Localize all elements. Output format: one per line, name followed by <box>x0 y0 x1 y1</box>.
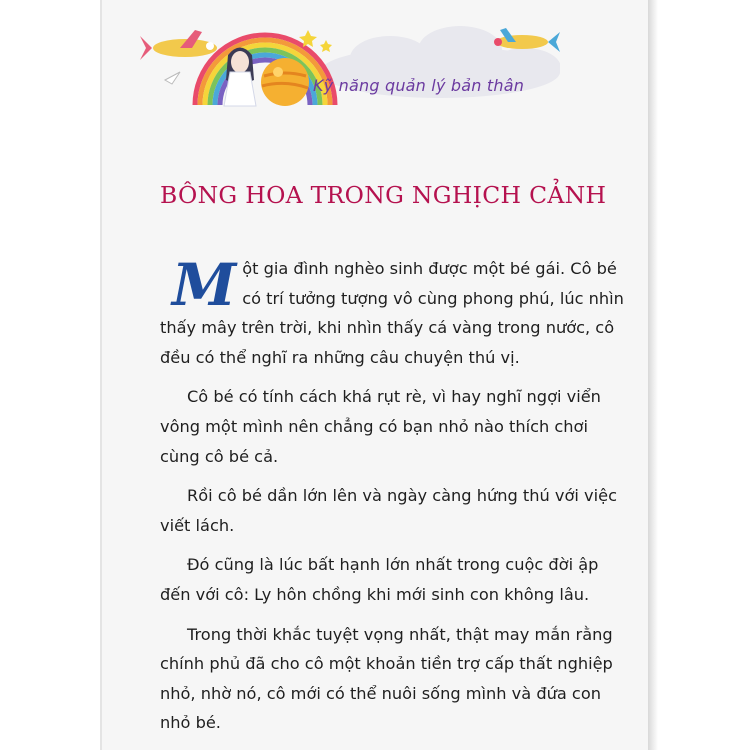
paragraph-3: Rồi cô bé dần lớn lên và ngày càng hứng thú với việc viết lách. <box>160 486 617 535</box>
girl-illustration <box>224 48 256 107</box>
header-illustration <box>140 10 560 110</box>
paper-plane-illustration <box>165 72 180 84</box>
planet-illustration <box>261 58 309 106</box>
paragraph-1-text: ột gia đình nghèo sinh được một bé gái. Cô bé có trí tưởng tượng vô cùng phong phú, lúc nhìn thấy mây trên trời, khi nhìn thấy cá vàng trong nước, cô đều có thể nghĩ ra những câu chuyện thú vị. <box>160 259 624 367</box>
chapter-title: BÔNG HOA TRONG NGHỊCH CẢNH <box>160 181 607 209</box>
paragraph-4: Đó cũng là lúc bất hạnh lớn nhất trong cuộc đời ập đến với cô: Ly hôn chồng khi mới sinh con không lâu. <box>160 555 599 604</box>
paragraph-2: Cô bé có tính cách khá rụt rè, vì hay nghĩ ngợi viển vông một mình nên chẳng có bạn nhỏ nào thích chơi cùng cô bé cả. <box>160 387 601 466</box>
paragraph-1 <box>160 251 628 372</box>
drop-cap: M <box>172 251 237 319</box>
series-label: Kỹ năng quản lý bản thân <box>313 76 525 95</box>
page-gutter-shadow <box>648 0 658 750</box>
body-text <box>160 251 628 748</box>
airplane-left-illustration <box>140 30 217 60</box>
paragraph-5: Trong thời khắc tuyệt vọng nhất, thật may mắn rằng chính phủ đã cho cô một khoản tiền trợ cấp thất nghiệp nhỏ, nhờ nó, cô mới có thể nuôi sống mình và đứa con nhỏ bé. <box>160 624 613 733</box>
airplane-right-illustration <box>494 28 560 52</box>
